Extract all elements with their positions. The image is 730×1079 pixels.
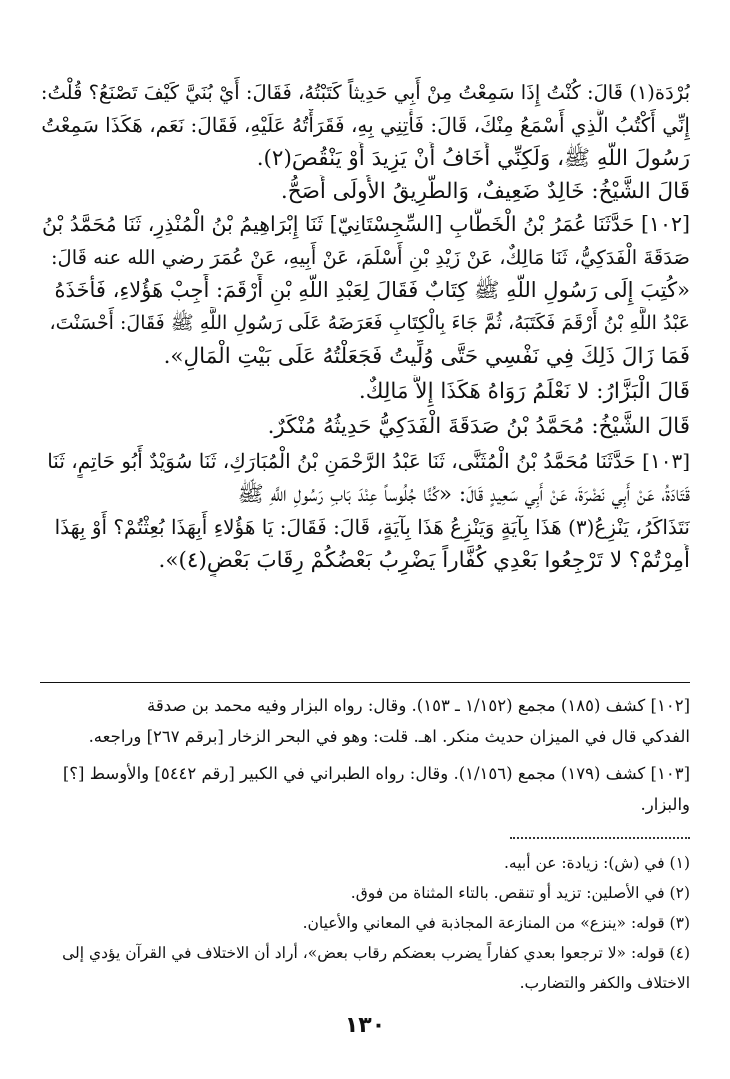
text-line: بُرْدَة(١) قَالَ: كُنْتُ إِذَا سَمِعْتُ مِنْ أَبِي حَدِيثاً كَتَبْتُهُ، فَقَالَ: أَيْ بُنَيَّ كَيْفَ تَصْنَعُ؟ قُلْتُ: [40, 81, 690, 104]
text-line: رَسُولَ اللَّهِ ﷺ، وَلَكِنِّي أَخَافُ أَنْ يَزِيدَ أَوْ يَنْقُصَ(٢). [256, 146, 690, 171]
text-line: قَتَادَةُ، عَنْ أَبِي نَضْرَةَ، عَنْ أَبِي سَعِيدٍ قَالَ: «كُنَّا جُلُوساً عِنْدَ بَابِ رَسُولِ اللَّهِ ﷺ [237, 482, 690, 507]
bazzar-comment: قَالَ الْبَزَّارُ: لا نَعْلَمُ رَوَاهُ هَكَذَا إِلاَّ مَالِكٌ. [358, 379, 690, 404]
footnotes [40, 848, 690, 998]
footnote: (٣) قوله: «ينزع» من المنازعة المجاذبة في المعاني والأعيان. [302, 914, 690, 932]
page-number: ١٣٠ [344, 1013, 386, 1038]
footnote: (١) في (ش): زيادة: عن أبيه. [504, 854, 690, 872]
text-line: نَتَذَاكَرُ، يَنْزِعُ(٣) هَذَا بِآيَةٍ وَيَنْزِعُ هَذَا بِآيَةٍ، قَالَ: فَقَالَ: يَا هَؤُلاءِ أَبِهَذَا بُعِثْتُمْ؟ أَوْ بِهَذَا [54, 515, 690, 539]
footnote: (٢) في الأصلين: تزيد أو تنقص. بالتاء المثناة من فوق. [350, 884, 690, 902]
shaykh-comment: قَالَ الشَّيْخُ: مُحَمَّدُ بْنُ صَدَقَةَ الْفَدَكِيُّ حَدِيثُهُ مُنْكَرٌ. [267, 414, 690, 439]
text-line: فَمَا زَالَ ذَلِكَ فِي نَفْسِي حَتَّى وُلِّيتُ فَجَعَلْتُهُ عَلَى بَيْتِ الْمَالِ». [163, 344, 690, 369]
main-text [40, 76, 690, 577]
takhrij-line: والبزار. [640, 795, 690, 814]
text-line: «كُتِبَ إِلَى رَسُولِ اللَّهِ ﷺ كِتَابٌ فَقَالَ لِعَبْدِ اللَّهِ بْنِ أَرْقَمَ: أَجِبْ هَؤُلاءِ، فَأَخَذَهُ [54, 278, 690, 302]
separator-rule [40, 682, 690, 683]
takhrij-line: الفدكي قال في الميزان حديث منكر. اهـ. قلت: وهو في البحر الزخار [برقم ٢٦٧] وراجعه. [88, 727, 690, 746]
takhrij-line: [١٠٣] كشف (١٧٩) مجمع (١/١٥٦). وقال: رواه الطبراني في الكبير [رقم ٥٤٤٢] والأوسط [؟] [62, 764, 690, 783]
text-line: صَدَقَةَ الْفَدَكِيُّ، ثَنَا مَالِكٌ، عَنْ زَيْدِ بْنِ أَسْلَمَ، عَنْ أَبِيهِ، عَنْ عُمَرَ رضي الله عنه قَالَ: [50, 246, 690, 269]
footnote-separator [510, 837, 690, 839]
text-line: عَبْدُ اللَّهِ بْنُ أَرْقَمَ فَكَتَبَهُ، ثُمَّ جَاءَ بِالْكِتَابِ فَعَرَضَهُ عَلَى رَسُولِ اللَّهِ ﷺ فَقَالَ: أَحْسَنْتَ، [49, 312, 690, 334]
text-line: أُمِرْتُمْ؟ لا تَرْجِعُوا بَعْدِي كُفَّاراً يَضْرِبُ بَعْضُكُمْ رِقَابَ بَعْضٍ(٤)». [158, 548, 690, 573]
footnote: الاختلاف والكفر والتضارب. [519, 974, 690, 992]
shaykh-comment: قَالَ الشَّيْخُ: خَالِدٌ ضَعِيفٌ، وَالطَّرِيقُ الأُولَى أَصَحُّ. [280, 179, 690, 204]
footnote: (٤) قوله: «لا ترجعوا بعدي كفاراً يضرب بعضكم رقاب بعض»، أراد أن الاختلاف في القرآن يؤدي إلى [62, 944, 690, 962]
hadith-103-start: [١٠٣] حَدَّثَنَا مُحَمَّدُ بْنُ الْمُثَنَّى، ثَنَا عَبْدُ الرَّحْمَنِ بْنُ الْمُبَارَكِ، ثَنَا سُوَيْدٌ أَبُو حَاتِمٍ، ثَنَا [47, 449, 690, 473]
text-line: إِنِّي أَكْتُبُ الَّذِي أَسْمَعُ مِنْكَ، قَالَ: فَأْتِنِي بِهِ، فَقَرَأْتُهُ عَلَيْهِ، فَقَالَ: نَعَم، هَكَذَا سَمِعْتُ [41, 113, 690, 137]
takhrij-notes [40, 690, 690, 820]
takhrij-line: [١٠٢] كشف (١٨٥) مجمع (١/١٥٢ ـ ١٥٣). وقال: رواه البزار وفيه محمد بن صدقة [147, 696, 690, 715]
hadith-102-start: [١٠٢] حَدَّثَنَا عُمَرُ بْنُ الْخَطَّابِ [السِّجِسْتَانِيّ] ثَنَا إِبْرَاهِيمُ بْنُ الْمُنْذِرِ، ثَنَا مُحَمَّدُ بْنُ [41, 212, 690, 236]
